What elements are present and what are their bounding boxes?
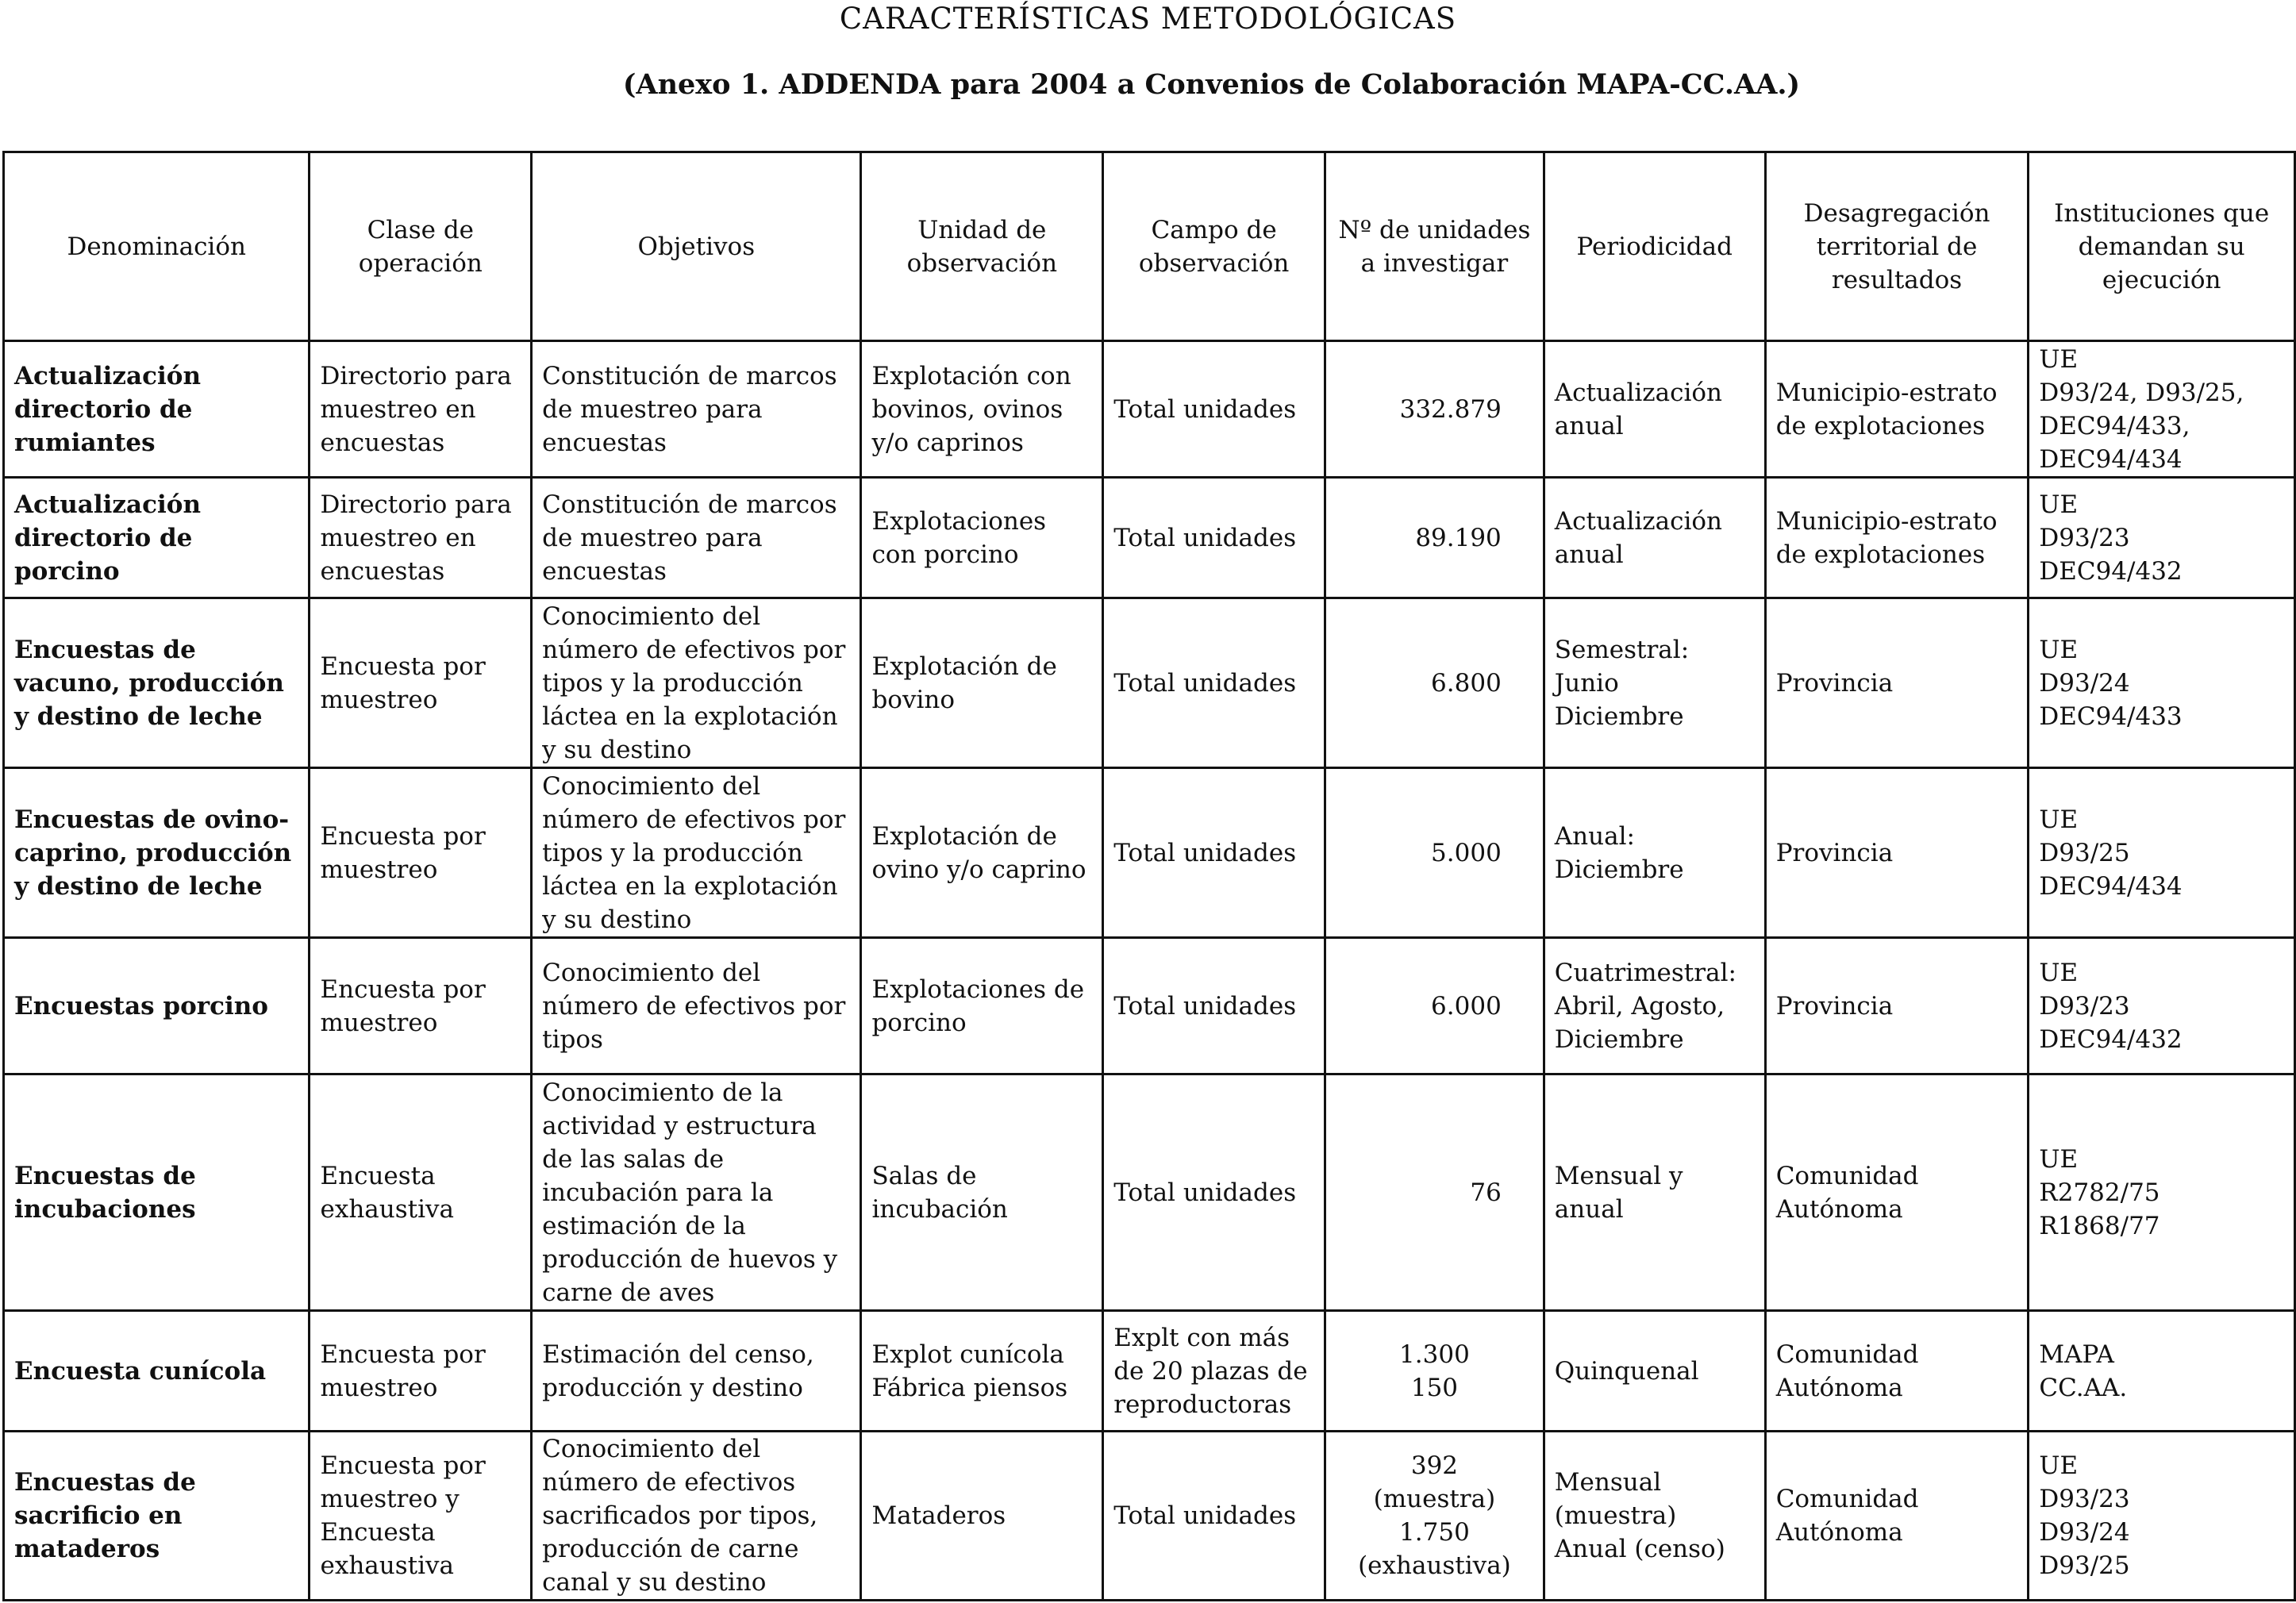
header-campo: Campo de observación: [1103, 152, 1325, 341]
table-row: [4, 341, 2295, 478]
cell-clase: Directorio para muestreo en encuestas: [310, 478, 532, 598]
header-denominacion: Denominación: [4, 152, 310, 341]
cell-periodicidad: Cuatrimestral: Abril, Agosto, Diciembre: [1544, 938, 1765, 1074]
cell-num-unidades: 5.000: [1325, 768, 1544, 938]
cell-instituciones: UE R2782/75 R1868/77: [2029, 1074, 2295, 1311]
cell-desagregacion: Comunidad Autónoma: [1765, 1074, 2029, 1311]
cell-num-unidades: 332.879: [1325, 341, 1544, 478]
cell-unidad: Explotaciones con porcino: [861, 478, 1103, 598]
cell-objetivos: Estimación del censo, producción y destino: [532, 1311, 861, 1432]
cell-denominacion: Actualización directorio de rumiantes: [4, 341, 310, 478]
cell-num-unidades: 89.190: [1325, 478, 1544, 598]
cell-periodicidad: Semestral: Junio Diciembre: [1544, 598, 1765, 768]
table-row: [4, 938, 2295, 1074]
cell-objetivos: Conocimiento de la actividad y estructura de las salas de incubación para la estimación de la producción de huevos y carne de aves: [532, 1074, 861, 1311]
header-clase: Clase de operación: [310, 152, 532, 341]
header-objetivos: Objetivos: [532, 152, 861, 341]
cell-unidad: Explotación de ovino y/o caprino: [861, 768, 1103, 938]
cell-campo: Total unidades: [1103, 938, 1325, 1074]
table-row: [4, 598, 2295, 768]
cell-clase: Directorio para muestreo en encuestas: [310, 341, 532, 478]
cell-campo: Explt con más de 20 plazas de reproductoras: [1103, 1311, 1325, 1432]
header-desagregacion: Desagregación territorial de resultados: [1765, 152, 2029, 341]
table-row: [4, 768, 2295, 938]
cell-clase: Encuesta por muestreo: [310, 1311, 532, 1432]
table-row: [4, 478, 2295, 598]
cell-denominacion: Encuestas de vacuno, producción y destino de leche: [4, 598, 310, 768]
cell-campo: Total unidades: [1103, 768, 1325, 938]
cell-campo: Total unidades: [1103, 1074, 1325, 1311]
cell-objetivos: Constitución de marcos de muestreo para encuestas: [532, 341, 861, 478]
table-row: [4, 1432, 2295, 1601]
header-instituciones: Instituciones que demandan su ejecución: [2029, 152, 2295, 341]
table-row: [4, 1074, 2295, 1311]
cell-desagregacion: Comunidad Autónoma: [1765, 1311, 2029, 1432]
cell-unidad: Explotación con bovinos, ovinos y/o caprinos: [861, 341, 1103, 478]
cell-desagregacion: Municipio-estrato de explotaciones: [1765, 341, 2029, 478]
cell-objetivos: Conocimiento del número de efectivos por tipos: [532, 938, 861, 1074]
cell-unidad: Explotación de bovino: [861, 598, 1103, 768]
cell-clase: Encuesta por muestreo: [310, 768, 532, 938]
cell-campo: Total unidades: [1103, 1432, 1325, 1601]
cell-desagregacion: Provincia: [1765, 598, 2029, 768]
cell-instituciones: UE D93/23 D93/24 D93/25: [2029, 1432, 2295, 1601]
cell-num-unidades: 6.000: [1325, 938, 1544, 1074]
methodology-table: [2, 151, 2296, 1601]
cell-objetivos: Constitución de marcos de muestreo para encuestas: [532, 478, 861, 598]
cell-campo: Total unidades: [1103, 478, 1325, 598]
cell-num-unidades: 76: [1325, 1074, 1544, 1311]
cell-periodicidad: Actualización anual: [1544, 341, 1765, 478]
cell-periodicidad: Actualización anual: [1544, 478, 1765, 598]
cell-unidad: Explot cunícola Fábrica piensos: [861, 1311, 1103, 1432]
cell-denominacion: Encuestas de ovino-caprino, producción y destino de leche: [4, 768, 310, 938]
cell-denominacion: Actualización directorio de porcino: [4, 478, 310, 598]
cell-instituciones: UE D93/24, D93/25, DEC94/433, DEC94/434: [2029, 341, 2295, 478]
cell-objetivos: Conocimiento del número de efectivos sacrificados por tipos, producción de carne canal y su destino: [532, 1432, 861, 1601]
cell-clase: Encuesta por muestreo: [310, 598, 532, 768]
cell-num-unidades: 392 (muestra) 1.750 (exhaustiva): [1325, 1432, 1544, 1601]
cell-desagregacion: Provincia: [1765, 938, 2029, 1074]
cell-num-unidades: 1.300 150: [1325, 1311, 1544, 1432]
cell-desagregacion: Municipio-estrato de explotaciones: [1765, 478, 2029, 598]
cell-unidad: Mataderos: [861, 1432, 1103, 1601]
header-row: [4, 152, 2295, 341]
cell-denominacion: Encuestas de incubaciones: [4, 1074, 310, 1311]
cell-clase: Encuesta por muestreo: [310, 938, 532, 1074]
cell-clase: Encuesta exhaustiva: [310, 1074, 532, 1311]
cell-periodicidad: Mensual y anual: [1544, 1074, 1765, 1311]
cell-objetivos: Conocimiento del número de efectivos por tipos y la producción láctea en la explotación y su destino: [532, 598, 861, 768]
cell-denominacion: Encuesta cunícola: [4, 1311, 310, 1432]
cell-objetivos: Conocimiento del número de efectivos por tipos y la producción láctea en la explotación y su destino: [532, 768, 861, 938]
cell-campo: Total unidades: [1103, 341, 1325, 478]
cell-clase: Encuesta por muestreo y Encuesta exhaustiva: [310, 1432, 532, 1601]
cell-num-unidades: 6.800: [1325, 598, 1544, 768]
header-unidad: Unidad de observación: [861, 152, 1103, 341]
cell-denominacion: Encuestas porcino: [4, 938, 310, 1074]
cell-desagregacion: Provincia: [1765, 768, 2029, 938]
cell-instituciones: MAPA CC.AA.: [2029, 1311, 2295, 1432]
header-num-unidades: Nº de unidades a investigar: [1325, 152, 1544, 341]
header-periodicidad: Periodicidad: [1544, 152, 1765, 341]
cell-campo: Total unidades: [1103, 598, 1325, 768]
cell-instituciones: UE D93/23 DEC94/432: [2029, 478, 2295, 598]
cell-denominacion: Encuestas de sacrificio en mataderos: [4, 1432, 310, 1601]
cell-periodicidad: Quinquenal: [1544, 1311, 1765, 1432]
cell-instituciones: UE D93/23 DEC94/432: [2029, 938, 2295, 1074]
cell-periodicidad: Anual: Diciembre: [1544, 768, 1765, 938]
cell-instituciones: UE D93/24 DEC94/433: [2029, 598, 2295, 768]
cell-periodicidad: Mensual (muestra) Anual (censo): [1544, 1432, 1765, 1601]
table-row: [4, 1311, 2295, 1432]
document-subtitle: (Anexo 1. ADDENDA para 2004 a Convenios de Colaboración MAPA-CC.AA.): [622, 68, 1801, 101]
cell-desagregacion: Comunidad Autónoma: [1765, 1432, 2029, 1601]
cell-instituciones: UE D93/25 DEC94/434: [2029, 768, 2295, 938]
document-title: CARACTERÍSTICAS METODOLÓGICAS: [839, 2, 1457, 36]
cell-unidad: Explotaciones de porcino: [861, 938, 1103, 1074]
cell-unidad: Salas de incubación: [861, 1074, 1103, 1311]
